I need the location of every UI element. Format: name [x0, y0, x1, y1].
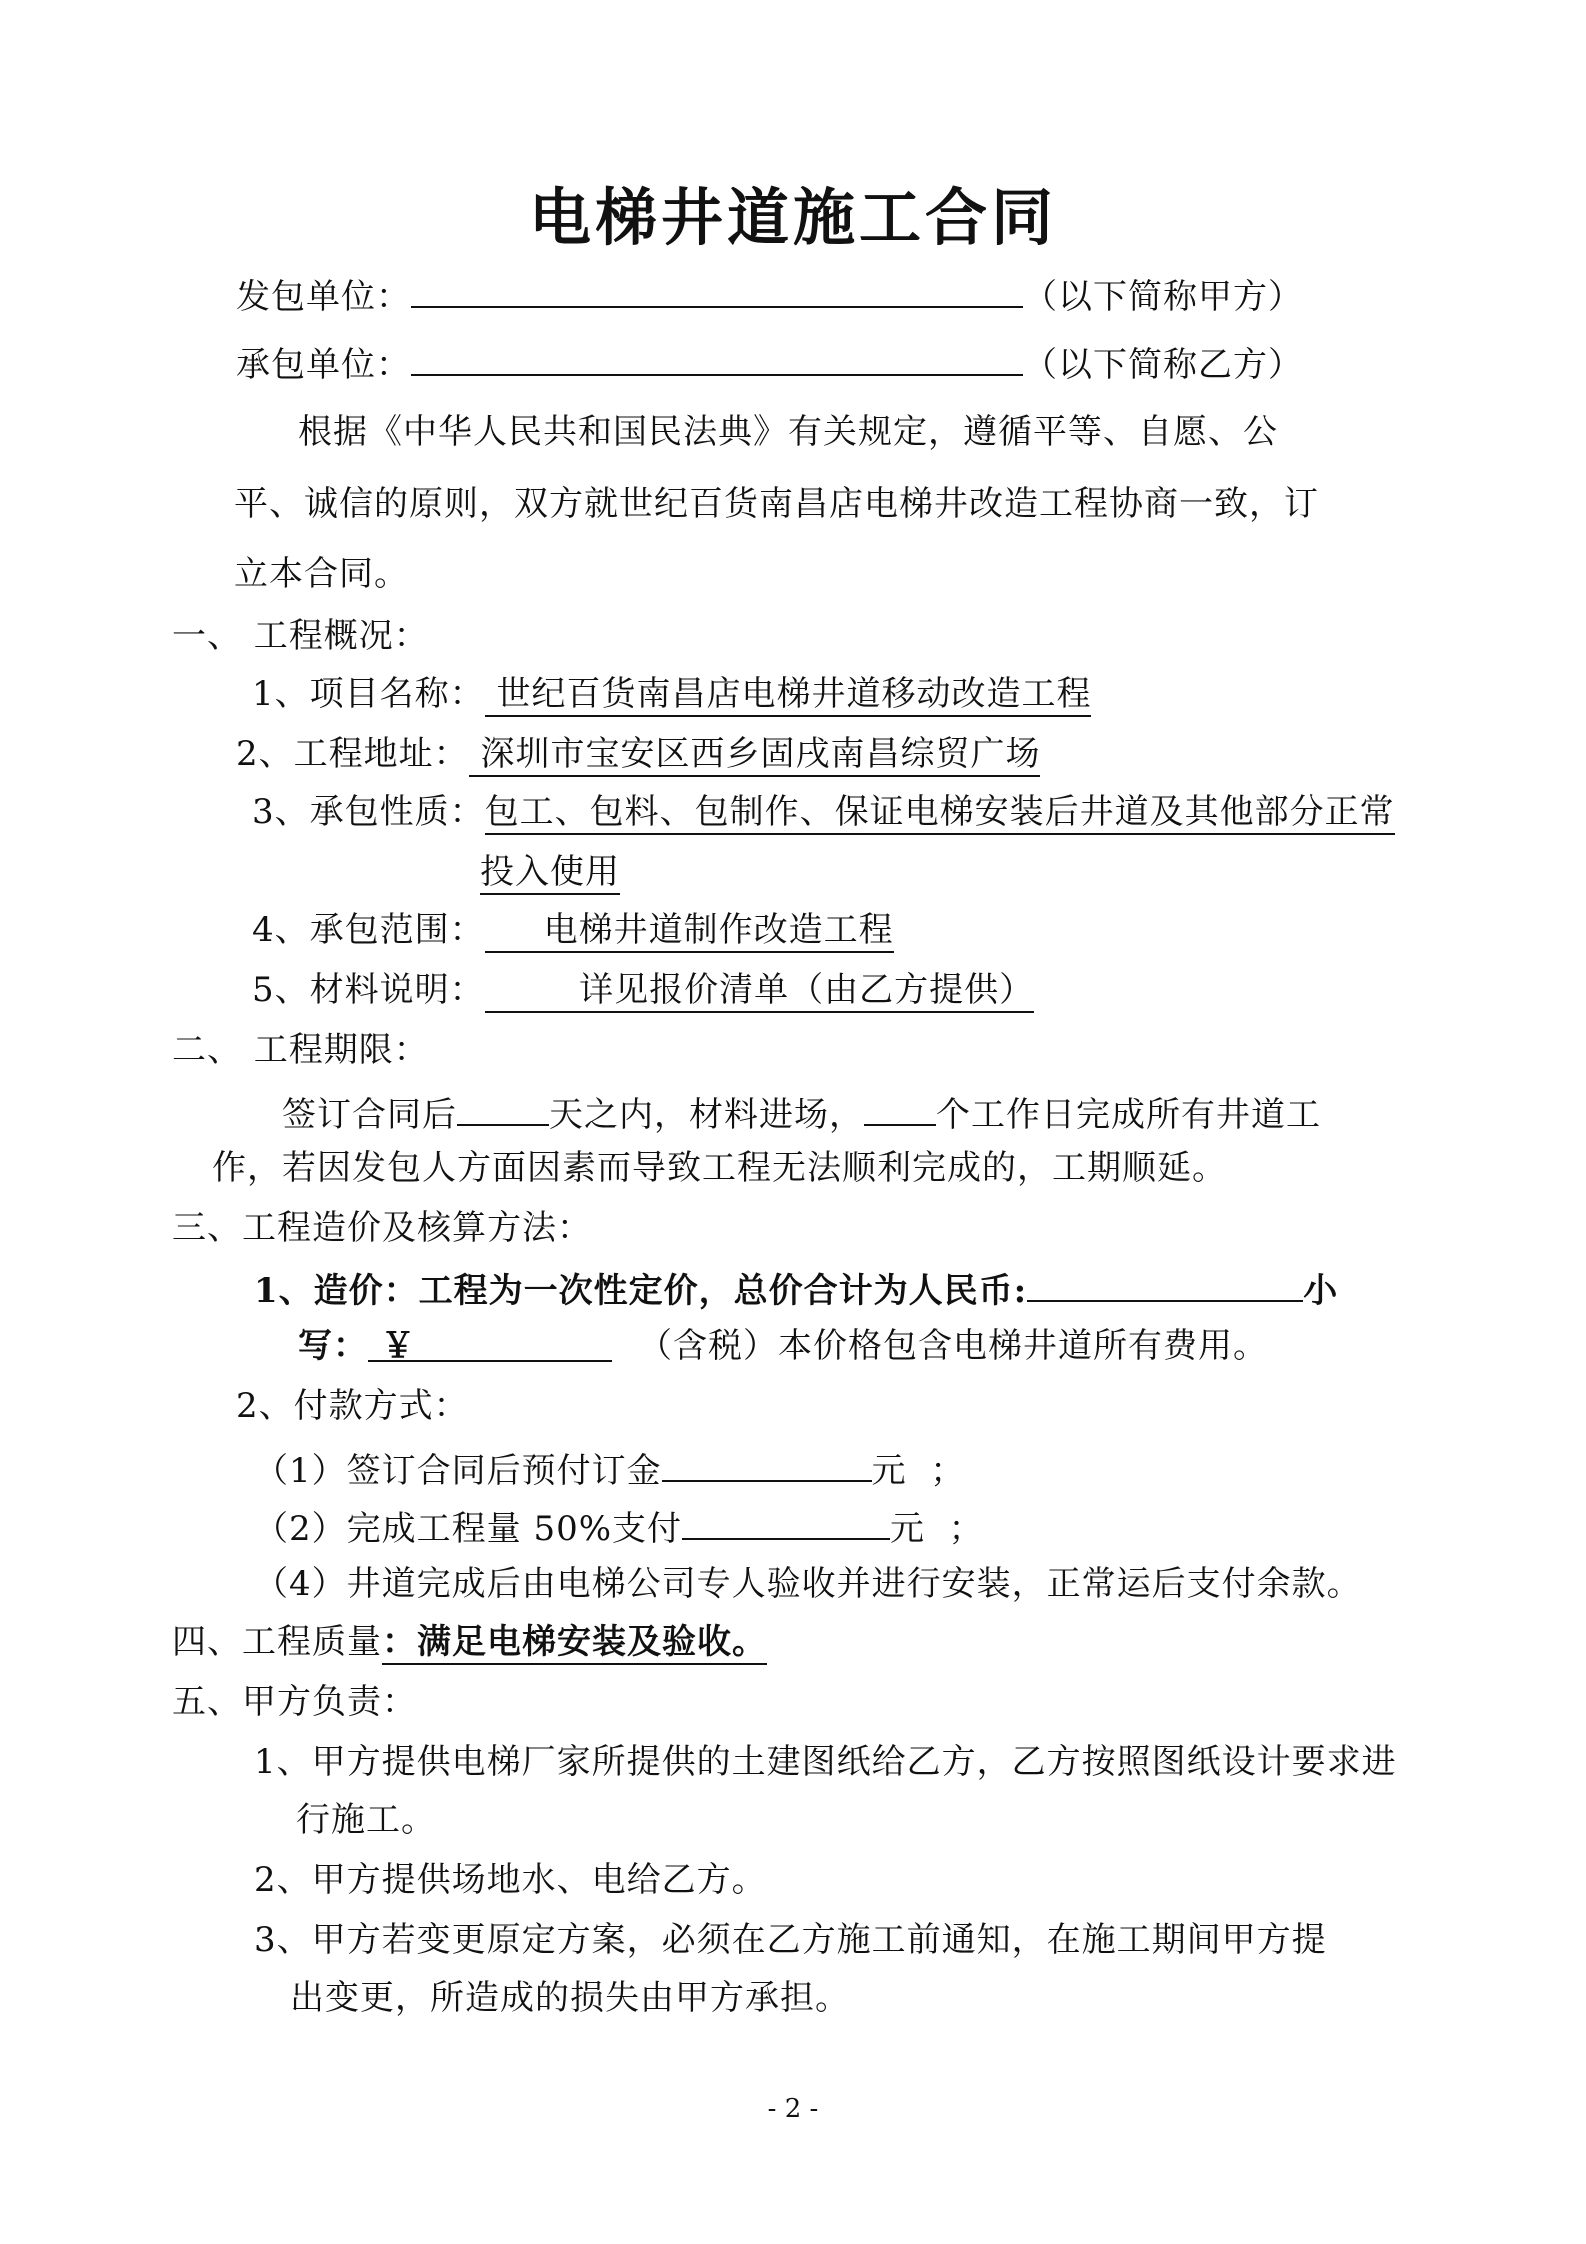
section4-line	[172, 1620, 767, 1664]
employer-blank[interactable]	[411, 270, 1023, 308]
payment-line-1	[254, 1444, 965, 1493]
payment-2-unit: 元 ；	[890, 1509, 984, 1549]
employer-label: 发包单位：	[236, 277, 411, 317]
employer-line	[236, 270, 1303, 319]
contractor-note: （以下简称乙方）	[1023, 345, 1303, 385]
project-name-value: 世纪百货南昌店电梯井道移动改造工程	[485, 674, 1092, 717]
material-value: 详见报价清单（由乙方提供）	[485, 970, 1034, 1013]
payment-2-text: （2）完成工程量 50%支付	[254, 1509, 683, 1549]
quality-value: ：满足电梯安装及验收。	[382, 1622, 767, 1665]
days-blank[interactable]	[457, 1088, 549, 1126]
page-number: - 2 -	[767, 2094, 819, 2124]
workdays-blank[interactable]	[864, 1088, 936, 1126]
contract-nature-line	[252, 790, 1395, 834]
contractor-label: 承包单位：	[236, 345, 411, 385]
contractor-line	[236, 338, 1303, 387]
payment-1-unit: 元 ；	[871, 1451, 966, 1491]
schedule-line-1	[282, 1088, 1321, 1137]
price-text: 1、造价：工程为一次性定价，总价合计为人民币:	[254, 1271, 1028, 1311]
section2-heading: 二、 工程期限：	[172, 1030, 429, 1070]
price-small-head: 写：	[298, 1326, 368, 1366]
page-title: 电梯井道施工合同	[528, 181, 1057, 254]
payment-line-2	[254, 1502, 984, 1551]
contract-nature-line-2	[480, 850, 620, 894]
material-line	[252, 968, 1034, 1012]
section5-heading: 五、甲方负责：	[172, 1682, 417, 1722]
price-line	[254, 1264, 1338, 1313]
price-small-line	[298, 1324, 1268, 1368]
schedule-text-c: 个工作日完成所有井道工	[936, 1095, 1321, 1135]
price-small-blank[interactable]	[368, 1324, 612, 1366]
preamble-line-1: 根据《中华人民共和国民法典》有关规定，遵循平等、自愿、公	[298, 412, 1278, 452]
preamble-line-2: 平、诚信的原则，双方就世纪百货南昌店电梯井改造工程协商一致，订	[234, 484, 1319, 524]
material-label: 5、材料说明：	[252, 970, 485, 1010]
price-small-tail: 小	[1303, 1271, 1339, 1311]
contract-scope-line	[252, 908, 894, 952]
price-capital-blank[interactable]	[1027, 1264, 1303, 1302]
project-address-value: 深圳市宝安区西乡固戌南昌综贸广场	[469, 734, 1041, 777]
schedule-text-b: 天之内，材料进场，	[549, 1095, 864, 1135]
project-name-line	[252, 672, 1091, 716]
project-address-line	[236, 732, 1040, 776]
schedule-line-2: 作，若因发包人方面因素而导致工程无法顺利完成的，工期顺延。	[212, 1148, 1227, 1188]
party-a-duty-3-cont: 出变更，所造成的损失由甲方承担。	[290, 1978, 850, 2018]
party-a-duty-2: 2、甲方提供场地水、电给乙方。	[254, 1860, 767, 1900]
project-name-label: 1、项目名称：	[252, 674, 485, 714]
contract-scope-label: 4、承包范围：	[252, 910, 485, 950]
contract-nature-value-2: 投入使用	[480, 852, 620, 895]
contractor-blank[interactable]	[411, 338, 1023, 376]
yen-symbol: ￥	[368, 1326, 416, 1366]
contract-scope-value: 电梯井道制作改造工程	[485, 910, 894, 953]
contract-nature-value: 包工、包料、包制作、保证电梯安装后井道及其他部分正常	[485, 792, 1395, 835]
payment-heading: 2、付款方式：	[236, 1386, 469, 1426]
section1-heading: 一、 工程概况：	[172, 616, 429, 656]
tax-note: （含税）本价格包含电梯井道所有费用。	[638, 1326, 1268, 1366]
party-a-duty-1: 1、甲方提供电梯厂家所提供的土建图纸给乙方，乙方按照图纸设计要求进	[254, 1742, 1397, 1782]
payment-line-4: （4）井道完成后由电梯公司专人验收并进行安装，正常运后支付余款。	[254, 1564, 1362, 1604]
party-a-duty-1-cont: 行施工。	[296, 1800, 436, 1840]
contract-nature-label: 3、承包性质：	[252, 792, 485, 832]
schedule-text-a: 签订合同后	[282, 1095, 457, 1135]
preamble-line-3: 立本合同。	[234, 554, 409, 594]
progress-payment-blank[interactable]	[682, 1502, 890, 1540]
payment-1-text: （1）签订合同后预付订金	[254, 1451, 662, 1491]
section3-heading: 三、工程造价及核算方法：	[172, 1208, 592, 1248]
project-address-label: 2、工程地址：	[236, 734, 469, 774]
party-a-duty-3: 3、甲方若变更原定方案，必须在乙方施工前通知，在施工期间甲方提	[254, 1920, 1327, 1960]
employer-note: （以下简称甲方）	[1023, 277, 1303, 317]
deposit-blank[interactable]	[662, 1444, 872, 1482]
section4-heading: 四、工程质量	[172, 1622, 382, 1662]
